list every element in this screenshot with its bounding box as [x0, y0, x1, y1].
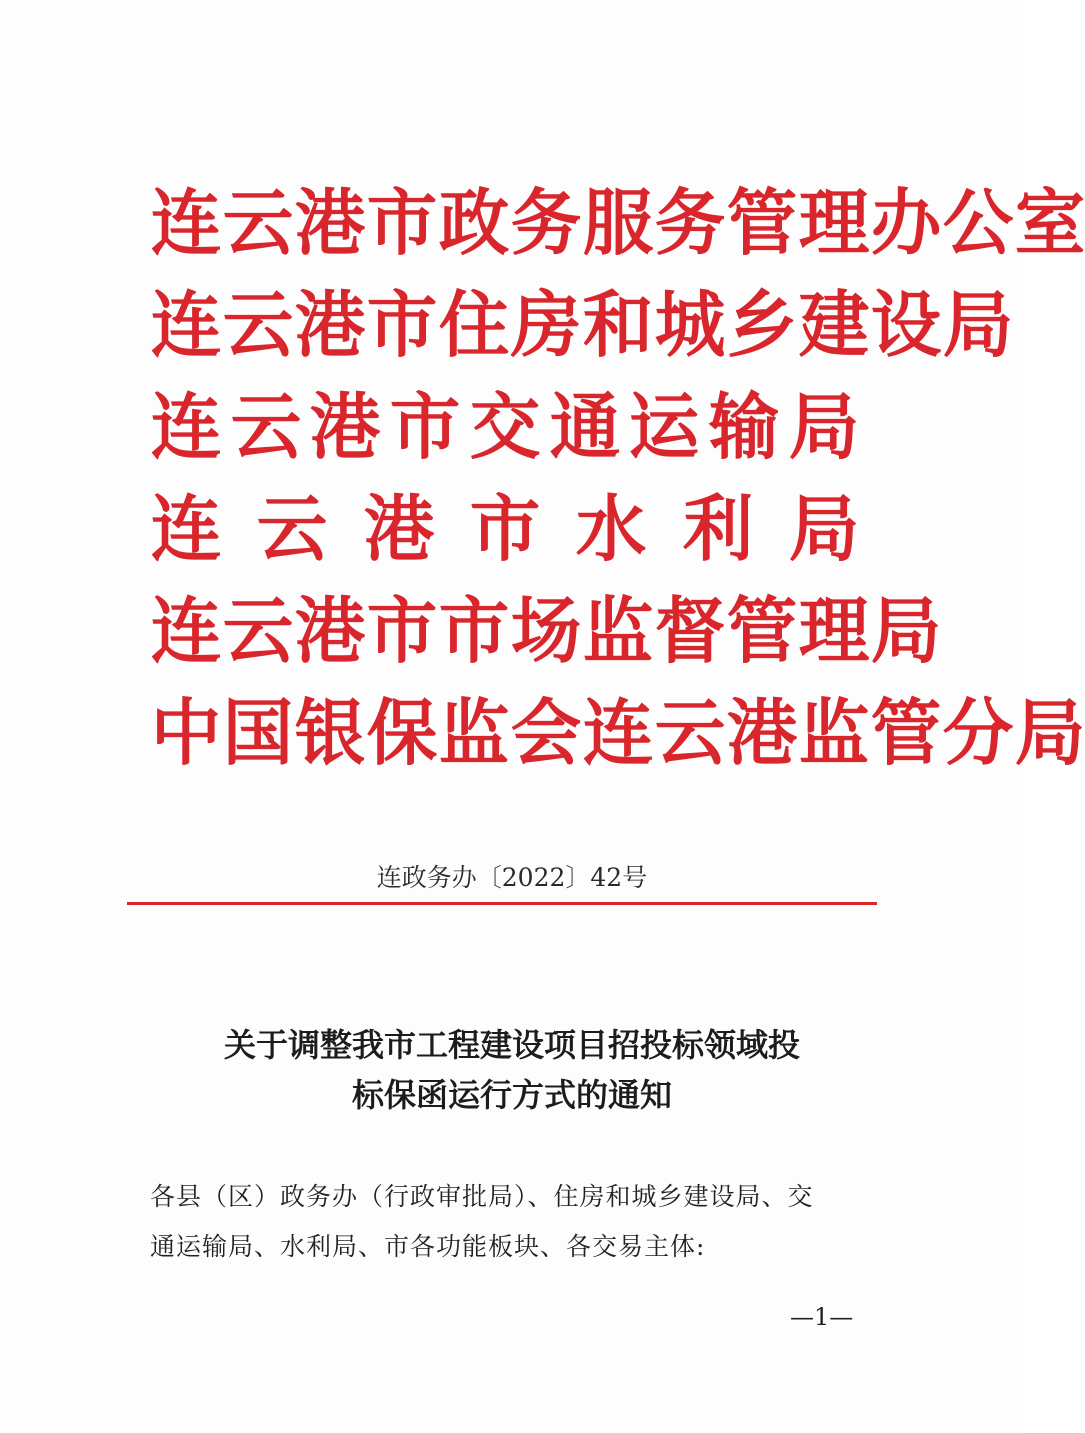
issuer-char: 云	[222, 282, 294, 367]
issuer-char: 室	[1014, 180, 1085, 265]
issuer-char: 云	[230, 384, 302, 469]
issuer-char: 港	[363, 486, 434, 571]
salutation-line-1: 各县（区）政务办（行政审批局）、住房和城乡建设局、交	[150, 1182, 814, 1211]
issuer-char: 市	[469, 486, 541, 571]
issuer-char: 市	[389, 384, 461, 469]
issuer-char: 会	[510, 690, 582, 775]
issuer-char: 云	[654, 690, 726, 775]
issuer-char: 连	[582, 690, 654, 775]
issuer-char: 监	[798, 690, 870, 775]
issuer-char: 管	[726, 180, 798, 265]
issuer-char: 设	[870, 282, 942, 367]
issuer-char: 交	[469, 384, 541, 469]
issuer-char: 中	[150, 690, 222, 775]
issuer-char: 政	[438, 180, 510, 265]
issuer-char: 理	[798, 180, 870, 265]
issuer-char: 局	[870, 588, 942, 673]
issuer-char: 局	[942, 282, 1014, 367]
issuer-char: 管	[726, 588, 798, 673]
issuer-char: 利	[682, 486, 753, 571]
salutation-line-2: 通运输局、水利局、市各功能板块、各交易主体:	[150, 1232, 706, 1261]
issuer-char: 理	[798, 588, 870, 673]
issuer-line-6	[150, 682, 1085, 784]
issuer-char: 公	[942, 180, 1014, 265]
issuer-char: 港	[294, 282, 366, 367]
issuer-char: 市	[366, 180, 438, 265]
title-line-2: 标保函运行方式的通知	[351, 1076, 672, 1114]
issuer-char: 输	[708, 384, 780, 469]
page-number: —1—	[790, 1303, 854, 1331]
issuer-char: 住	[438, 282, 510, 367]
issuer-char: 连	[150, 588, 222, 673]
issuer-char: 连	[150, 282, 222, 367]
issuer-line-4	[150, 478, 860, 580]
issuer-line-1	[150, 172, 1085, 274]
issuer-char: 场	[510, 588, 582, 673]
issuer-char: 云	[257, 486, 328, 571]
issuer-char: 务	[510, 180, 582, 265]
issuer-char: 港	[294, 588, 366, 673]
issuer-char: 局	[1014, 690, 1085, 775]
issuer-char: 云	[222, 588, 294, 673]
issuer-char: 分	[942, 690, 1014, 775]
issuer-char: 服	[582, 180, 654, 265]
issuer-char: 局	[788, 486, 860, 571]
title-line-1: 关于调整我市工程建设项目招投标领域投	[223, 1026, 800, 1064]
issuer-char: 云	[222, 180, 294, 265]
issuer-char: 银	[294, 690, 366, 775]
issuer-char: 督	[654, 588, 726, 673]
issuer-char: 局	[788, 384, 860, 469]
issuer-char: 市	[366, 282, 438, 367]
salutation	[150, 1172, 850, 1272]
issuer-line-3	[150, 376, 860, 478]
issuer-char: 和	[582, 282, 654, 367]
issuer-char: 监	[438, 690, 510, 775]
issuer-char: 连	[150, 180, 222, 265]
issuer-char: 管	[870, 690, 942, 775]
issuer-char: 监	[582, 588, 654, 673]
issuer-char: 港	[726, 690, 798, 775]
issuer-char: 务	[654, 180, 726, 265]
red-divider-line	[127, 902, 877, 905]
issuer-char: 通	[549, 384, 620, 469]
issuer-char: 市	[366, 588, 438, 673]
issuer-char: 港	[294, 180, 366, 265]
issuer-char: 运	[629, 384, 700, 469]
document-title	[0, 1020, 1024, 1120]
issuer-char: 城	[654, 282, 726, 367]
issuer-char: 市	[438, 588, 510, 673]
issuing-authorities-header	[150, 172, 1085, 784]
issuer-char: 港	[310, 384, 381, 469]
issuer-char: 建	[798, 282, 870, 367]
document-number: 连政务办〔2022〕42号	[376, 863, 648, 892]
issuer-char: 水	[576, 486, 647, 571]
issuer-char: 国	[222, 690, 294, 775]
issuer-line-2	[150, 274, 1014, 376]
issuer-line-5	[150, 580, 942, 682]
issuer-char: 房	[510, 282, 582, 367]
issuer-char: 连	[150, 384, 222, 469]
issuer-char: 乡	[726, 282, 798, 367]
issuer-char: 保	[366, 690, 438, 775]
issuer-char: 连	[150, 486, 222, 571]
issuer-char: 办	[870, 180, 942, 265]
